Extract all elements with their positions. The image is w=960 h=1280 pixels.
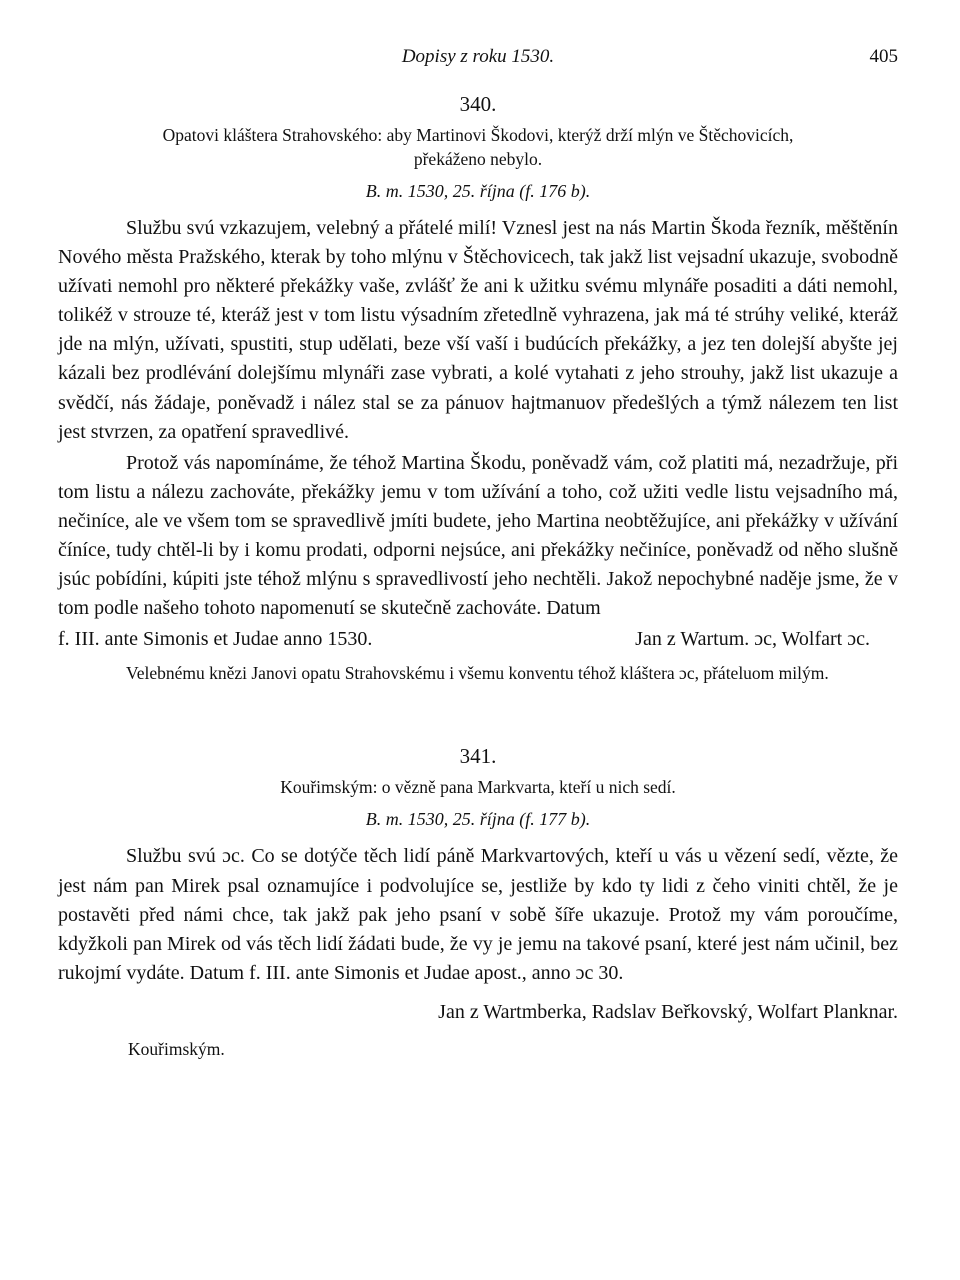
letter-summary: Kouřimským: o vězně pana Markvarta, kteří u nich sedí.: [280, 777, 676, 798]
letter-number: 340.: [459, 92, 497, 116]
closing-signatures: Jan z Wartum. ɔc, Wolfart ɔc.: [635, 628, 870, 651]
closing-date: f. III. ante Simonis et Judae anno 1530.: [58, 628, 373, 651]
running-head: [58, 38, 898, 78]
letter-dateline: B. m. 1530, 25. října (f. 176 b).: [365, 181, 591, 201]
document-page: [58, 38, 898, 1060]
letter-summary: [58, 123, 898, 171]
letter-summary-line2: překáženo nebylo.: [413, 149, 543, 169]
letter-closing: [58, 625, 898, 654]
running-head-title: Dopisy z roku 1530.: [401, 46, 555, 67]
letter-340: [58, 92, 898, 686]
letter-paragraph: Službu svú ɔc. Co se dotýče těch lidí páně Markvartových, kteří u vás u vězení sedí, vězte, že jest nám pan Mirek psal oznamujíce i podvolujíce se, jestliže by kdo ty lidi z čeho viniti chtěl, že je postavěti před námi chce, tak jakž pak jeho psaní v sobě šíře ukazuje. Protož my vám poroučíme, kdyžkoli pan Mirek od vás těch lidí žádati bude, že vy je jemu na takové psaní, které jest nám učinil, bez rukojmí vydáte. Datum f. III. ante Simonis et Judae apost., anno ɔc 30.: [58, 845, 898, 984]
letter-341: [58, 744, 898, 1059]
page-number: 405: [869, 46, 898, 67]
letter-address: Velebnému knězi Janovi opatu Strahovskému i všemu konventu téhož kláštera ɔc, přáteluom milým.: [126, 663, 829, 684]
letter-number: 341.: [459, 744, 497, 769]
letter-signatures: Jan z Wartmberka, Radslav Beřkovský, Wolfart Planknar.: [438, 1000, 898, 1023]
letter-addressee: Kouřimským.: [128, 1038, 225, 1059]
letter-paragraph: Službu svú vzkazujem, velebný a přátelé milí! Vznesl jest na nás Martin Škoda řezník, měštěnín Nového města Pražského, kterak by toho mlýnu v Štěchovicech, tak jakž list vejsadní ukazuje, svobodně užívati nemohl pro některé překážky vaše, zvlášť že ani k užitku svému mlynáře posaditi a dáti nemohl, tolikéž v strouze té, kteráž jest v tom listu výsadním zřetedlně vyhrazena, jak má té strúhy veliké, kteráž jde na mlýn, užívati, spustiti, stup udělati, beze vší vaší i budúcích překážky, a jez ten dolejší abyšte jej kázali bez prodlévání dolejšímu mlynáři zase vybrati, a kolé vytahati z jeho strouhy, jakž list ukazuje a svědčí, nás žádaje, poněvadž i nález stal se za pánuov hajtmanuov předešlých a týmž nálezem ten list jest stvrzen, za opatření spravedlivé.: [58, 217, 898, 443]
letter-dateline: B. m. 1530, 25. října (f. 177 b).: [365, 809, 591, 830]
letter-summary-line1: Opatovi kláštera Strahovského: aby Martinovi Škodovi, kterýž drží mlýn ve Štěchovicích,: [162, 125, 794, 145]
letter-paragraph: Protož vás napomínáme, že téhož Martina Škodu, poněvadž vám, což platiti má, nezadržuje, při tom listu a nálezu zachováte, překážky jemu v tom užívání a toho, což užiti vedle listu vejsadního má, nečiníce, ale ve všem tom se spravedlivě jmíti budete, jeho Martina neobtěžujíce, ani překážky v užívání číníce, tudy chtěl-li by i komu prodati, odporni nejsúce, ani překážky nečiníce, poněvadž od něho slušně jsúc pobídíni, kúpiti jste téhož mlýnu s spravedlivostí jeho nechtěli. Jakož nepochybné naděje jsme, že v tom podle našeho tohoto napomenutí se skutečně zachováte. Datum: [58, 451, 898, 620]
